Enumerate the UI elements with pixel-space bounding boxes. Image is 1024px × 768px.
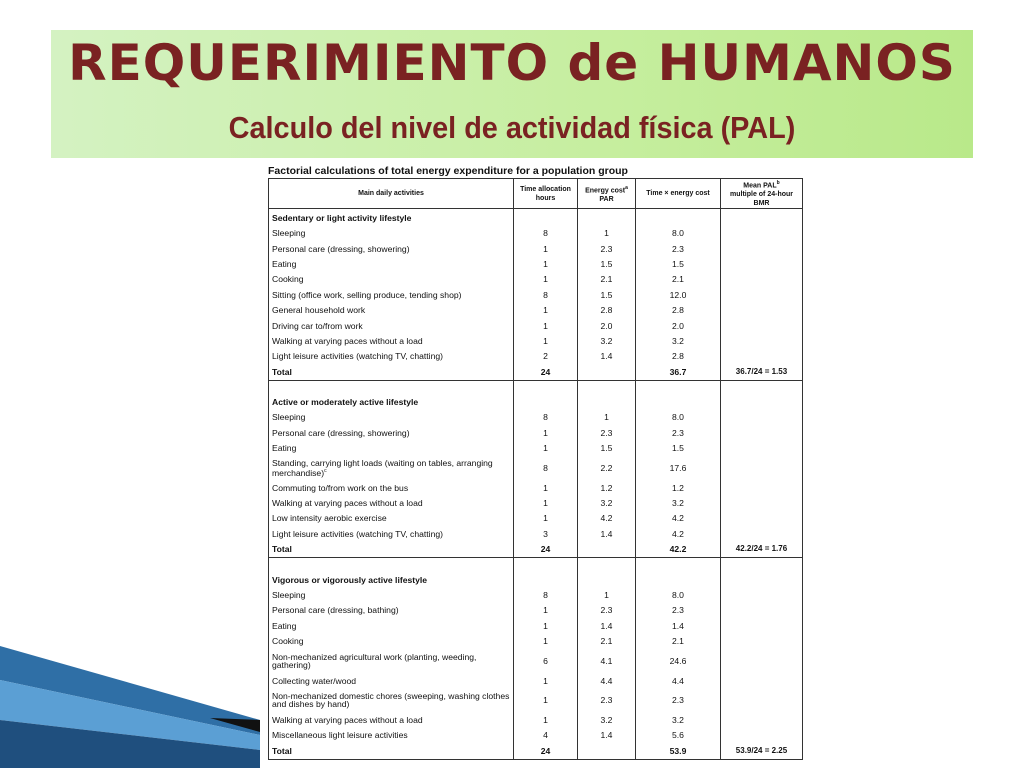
energy-cell: 1.4	[578, 349, 636, 364]
table-row	[269, 728, 803, 743]
energy-cell: 4.4	[578, 673, 636, 688]
pal-cell	[721, 241, 803, 256]
empty-cell	[721, 209, 803, 226]
activity-cell: Sleeping	[269, 410, 514, 425]
activity-cell: Eating	[269, 618, 514, 633]
table-row	[269, 649, 803, 673]
table-row	[269, 634, 803, 649]
time-cell: 8	[514, 287, 578, 302]
table-row	[269, 257, 803, 272]
activity-cell: Sleeping	[269, 226, 514, 241]
product-cell: 1.5	[636, 441, 721, 456]
empty-cell	[578, 394, 636, 410]
energy-cell: 1.5	[578, 441, 636, 456]
total-product: 36.7	[636, 364, 721, 380]
product-cell: 2.3	[636, 688, 721, 712]
empty-cell	[636, 558, 721, 572]
product-cell: 17.6	[636, 456, 721, 480]
activity-cell: Commuting to/from work on the bus	[269, 480, 514, 495]
empty-cell	[578, 571, 636, 587]
total-pal: 42.2/24 = 1.76	[721, 542, 803, 558]
time-cell: 1	[514, 333, 578, 348]
energy-cell: 2.3	[578, 603, 636, 618]
table-row	[269, 287, 803, 302]
time-cell: 1	[514, 511, 578, 526]
time-cell: 4	[514, 728, 578, 743]
slide-subtitle: Calculo del nivel de actividad física (PAL)	[228, 110, 796, 145]
total-pal: 53.9/24 = 2.25	[721, 743, 803, 759]
energy-cell: 2.1	[578, 272, 636, 287]
activity-cell: General household work	[269, 303, 514, 318]
product-cell: 5.6	[636, 728, 721, 743]
energy-cell: 1.4	[578, 526, 636, 541]
table-row	[269, 303, 803, 318]
pal-cell	[721, 618, 803, 633]
product-cell: 12.0	[636, 287, 721, 302]
energy-cell: 1	[578, 410, 636, 425]
pal-cell	[721, 333, 803, 348]
activity-cell: Collecting water/wood	[269, 673, 514, 688]
empty-cell	[578, 364, 636, 380]
time-cell: 8	[514, 588, 578, 603]
total-time: 24	[514, 542, 578, 558]
header-energy: Energy cost$^a$ PAR	[578, 179, 636, 209]
activity-cell: Light leisure activities (watching TV, chatting)	[269, 526, 514, 541]
pal-cell	[721, 588, 803, 603]
product-cell: 2.8	[636, 349, 721, 364]
time-cell: 1	[514, 257, 578, 272]
empty-cell	[636, 394, 721, 410]
slide-title: REQUERIMIENTO de HUMANOS	[68, 34, 956, 92]
time-cell: 1	[514, 241, 578, 256]
energy-cell: 2.3	[578, 241, 636, 256]
pal-cell	[721, 480, 803, 495]
total-product: 53.9	[636, 743, 721, 759]
table-row	[269, 318, 803, 333]
empty-cell	[514, 209, 578, 226]
empty-cell	[514, 394, 578, 410]
time-cell: 1	[514, 712, 578, 727]
table-row	[269, 603, 803, 618]
empty-cell	[636, 380, 721, 394]
pal-cell	[721, 496, 803, 511]
activity-cell: Non-mechanized domestic chores (sweeping, washing clothes and dishes by hand)	[269, 688, 514, 712]
pal-cell	[721, 349, 803, 364]
energy-cell: 1	[578, 588, 636, 603]
empty-cell	[578, 542, 636, 558]
energy-cell: 2.1	[578, 634, 636, 649]
product-cell: 3.2	[636, 496, 721, 511]
section-title: Sedentary or light activity lifestyle	[269, 209, 514, 226]
table-row	[269, 496, 803, 511]
activity-cell: Eating	[269, 441, 514, 456]
activity-cell: Driving car to/from work	[269, 318, 514, 333]
table-row	[269, 333, 803, 348]
pal-cell	[721, 728, 803, 743]
activity-cell: Walking at varying paces without a load	[269, 333, 514, 348]
activity-cell: Personal care (dressing, bathing)	[269, 603, 514, 618]
product-cell: 1.4	[636, 618, 721, 633]
empty-cell	[514, 558, 578, 572]
empty-cell	[578, 209, 636, 226]
table-row	[269, 673, 803, 688]
empty-cell	[721, 558, 803, 572]
time-cell: 1	[514, 603, 578, 618]
product-cell: 4.4	[636, 673, 721, 688]
energy-cell: 4.1	[578, 649, 636, 673]
pal-cell	[721, 603, 803, 618]
energy-expenditure-table	[268, 178, 803, 760]
empty-cell	[269, 380, 514, 394]
pal-cell	[721, 712, 803, 727]
product-cell: 2.3	[636, 425, 721, 440]
table-row	[269, 688, 803, 712]
activity-cell: Personal care (dressing, showering)	[269, 241, 514, 256]
pal-cell	[721, 688, 803, 712]
empty-cell	[721, 380, 803, 394]
activity-cell: Standing, carrying light loads (waiting on tables, arranging merchandise)$^c$	[269, 456, 514, 480]
energy-cell: 4.2	[578, 511, 636, 526]
activity-cell: Non-mechanized agricultural work (planting, weeding, gathering)	[269, 649, 514, 673]
table-row	[269, 425, 803, 440]
empty-cell	[721, 394, 803, 410]
pal-cell	[721, 287, 803, 302]
total-time: 24	[514, 364, 578, 380]
activity-cell: Eating	[269, 257, 514, 272]
time-cell: 3	[514, 526, 578, 541]
total-row	[269, 364, 803, 380]
energy-cell: 3.2	[578, 712, 636, 727]
time-cell: 1	[514, 441, 578, 456]
energy-cell: 1.5	[578, 257, 636, 272]
pal-cell	[721, 441, 803, 456]
pal-cell	[721, 649, 803, 673]
section-title: Vigorous or vigorously active lifestyle	[269, 571, 514, 587]
time-cell: 8	[514, 226, 578, 241]
energy-cell: 2.2	[578, 456, 636, 480]
product-cell: 1.2	[636, 480, 721, 495]
activity-cell: Walking at varying paces without a load	[269, 712, 514, 727]
energy-cell: 1	[578, 226, 636, 241]
energy-cell: 2.8	[578, 303, 636, 318]
pal-cell	[721, 272, 803, 287]
activity-cell: Low intensity aerobic exercise	[269, 511, 514, 526]
empty-cell	[636, 209, 721, 226]
total-row	[269, 542, 803, 558]
empty-cell	[514, 571, 578, 587]
product-cell: 2.8	[636, 303, 721, 318]
table-row	[269, 712, 803, 727]
energy-cell: 1.4	[578, 618, 636, 633]
product-cell: 24.6	[636, 649, 721, 673]
table-row	[269, 441, 803, 456]
time-cell: 1	[514, 425, 578, 440]
product-cell: 2.1	[636, 272, 721, 287]
activity-cell: Cooking	[269, 272, 514, 287]
total-pal: 36.7/24 = 1.53	[721, 364, 803, 380]
time-cell: 1	[514, 673, 578, 688]
table-row	[269, 410, 803, 425]
header-time: Time allocation hours	[514, 179, 578, 209]
table-caption: Factorial calculations of total energy expenditure for a population group	[268, 165, 628, 177]
pal-cell	[721, 511, 803, 526]
table-row	[269, 241, 803, 256]
section-heading-row	[269, 394, 803, 410]
time-cell: 6	[514, 649, 578, 673]
pal-cell	[721, 318, 803, 333]
empty-cell	[721, 571, 803, 587]
pal-cell	[721, 410, 803, 425]
energy-cell: 1.4	[578, 728, 636, 743]
product-cell: 2.0	[636, 318, 721, 333]
activity-cell: Walking at varying paces without a load	[269, 496, 514, 511]
energy-cell: 2.3	[578, 425, 636, 440]
time-cell: 8	[514, 410, 578, 425]
total-label: Total	[269, 364, 514, 380]
header-activity: Main daily activities	[269, 179, 514, 209]
total-product: 42.2	[636, 542, 721, 558]
total-label: Total	[269, 743, 514, 759]
pal-cell	[721, 425, 803, 440]
empty-cell	[578, 743, 636, 759]
title-banner	[51, 30, 973, 158]
activity-cell: Miscellaneous light leisure activities	[269, 728, 514, 743]
energy-cell: 1.2	[578, 480, 636, 495]
table-row	[269, 272, 803, 287]
product-cell: 8.0	[636, 410, 721, 425]
table-row	[269, 480, 803, 495]
product-cell: 1.5	[636, 257, 721, 272]
pal-cell	[721, 526, 803, 541]
energy-cell: 1.5	[578, 287, 636, 302]
time-cell: 1	[514, 318, 578, 333]
time-cell: 1	[514, 480, 578, 495]
product-cell: 4.2	[636, 511, 721, 526]
time-cell: 1	[514, 496, 578, 511]
energy-cell: 3.2	[578, 496, 636, 511]
table-body	[269, 209, 803, 759]
time-cell: 1	[514, 272, 578, 287]
product-cell: 2.3	[636, 603, 721, 618]
activity-cell: Sitting (office work, selling produce, tending shop)	[269, 287, 514, 302]
activity-cell: Sleeping	[269, 588, 514, 603]
energy-cell: 2.0	[578, 318, 636, 333]
product-cell: 8.0	[636, 226, 721, 241]
header-product: Time × energy cost	[636, 179, 721, 209]
product-cell: 3.2	[636, 333, 721, 348]
empty-cell	[269, 558, 514, 572]
table-row	[269, 226, 803, 241]
table-row	[269, 526, 803, 541]
table-row	[269, 618, 803, 633]
section-heading-row	[269, 209, 803, 226]
pal-cell	[721, 226, 803, 241]
pal-cell	[721, 673, 803, 688]
energy-cell: 2.3	[578, 688, 636, 712]
time-cell: 8	[514, 456, 578, 480]
empty-cell	[578, 558, 636, 572]
empty-cell	[578, 380, 636, 394]
pal-cell	[721, 634, 803, 649]
table-row	[269, 349, 803, 364]
time-cell: 1	[514, 634, 578, 649]
table-row	[269, 511, 803, 526]
total-time: 24	[514, 743, 578, 759]
activity-cell: Personal care (dressing, showering)	[269, 425, 514, 440]
time-cell: 1	[514, 688, 578, 712]
section-title: Active or moderately active lifestyle	[269, 394, 514, 410]
energy-table-figure	[264, 162, 814, 768]
decorative-swoosh	[0, 640, 260, 768]
header-pal: Mean PAL$^b$ multiple of 24-hour BMR	[721, 179, 803, 209]
energy-cell: 3.2	[578, 333, 636, 348]
total-row	[269, 743, 803, 759]
spacer-row	[269, 558, 803, 572]
empty-cell	[514, 380, 578, 394]
product-cell: 8.0	[636, 588, 721, 603]
product-cell: 2.1	[636, 634, 721, 649]
section-heading-row	[269, 571, 803, 587]
pal-cell	[721, 257, 803, 272]
product-cell: 4.2	[636, 526, 721, 541]
empty-cell	[636, 571, 721, 587]
activity-cell: Light leisure activities (watching TV, chatting)	[269, 349, 514, 364]
time-cell: 1	[514, 303, 578, 318]
product-cell: 3.2	[636, 712, 721, 727]
time-cell: 1	[514, 618, 578, 633]
table-row	[269, 456, 803, 480]
pal-cell	[721, 456, 803, 480]
time-cell: 2	[514, 349, 578, 364]
table-header-row	[269, 179, 803, 209]
product-cell: 2.3	[636, 241, 721, 256]
activity-cell: Cooking	[269, 634, 514, 649]
total-label: Total	[269, 542, 514, 558]
table-row	[269, 588, 803, 603]
spacer-row	[269, 380, 803, 394]
pal-cell	[721, 303, 803, 318]
